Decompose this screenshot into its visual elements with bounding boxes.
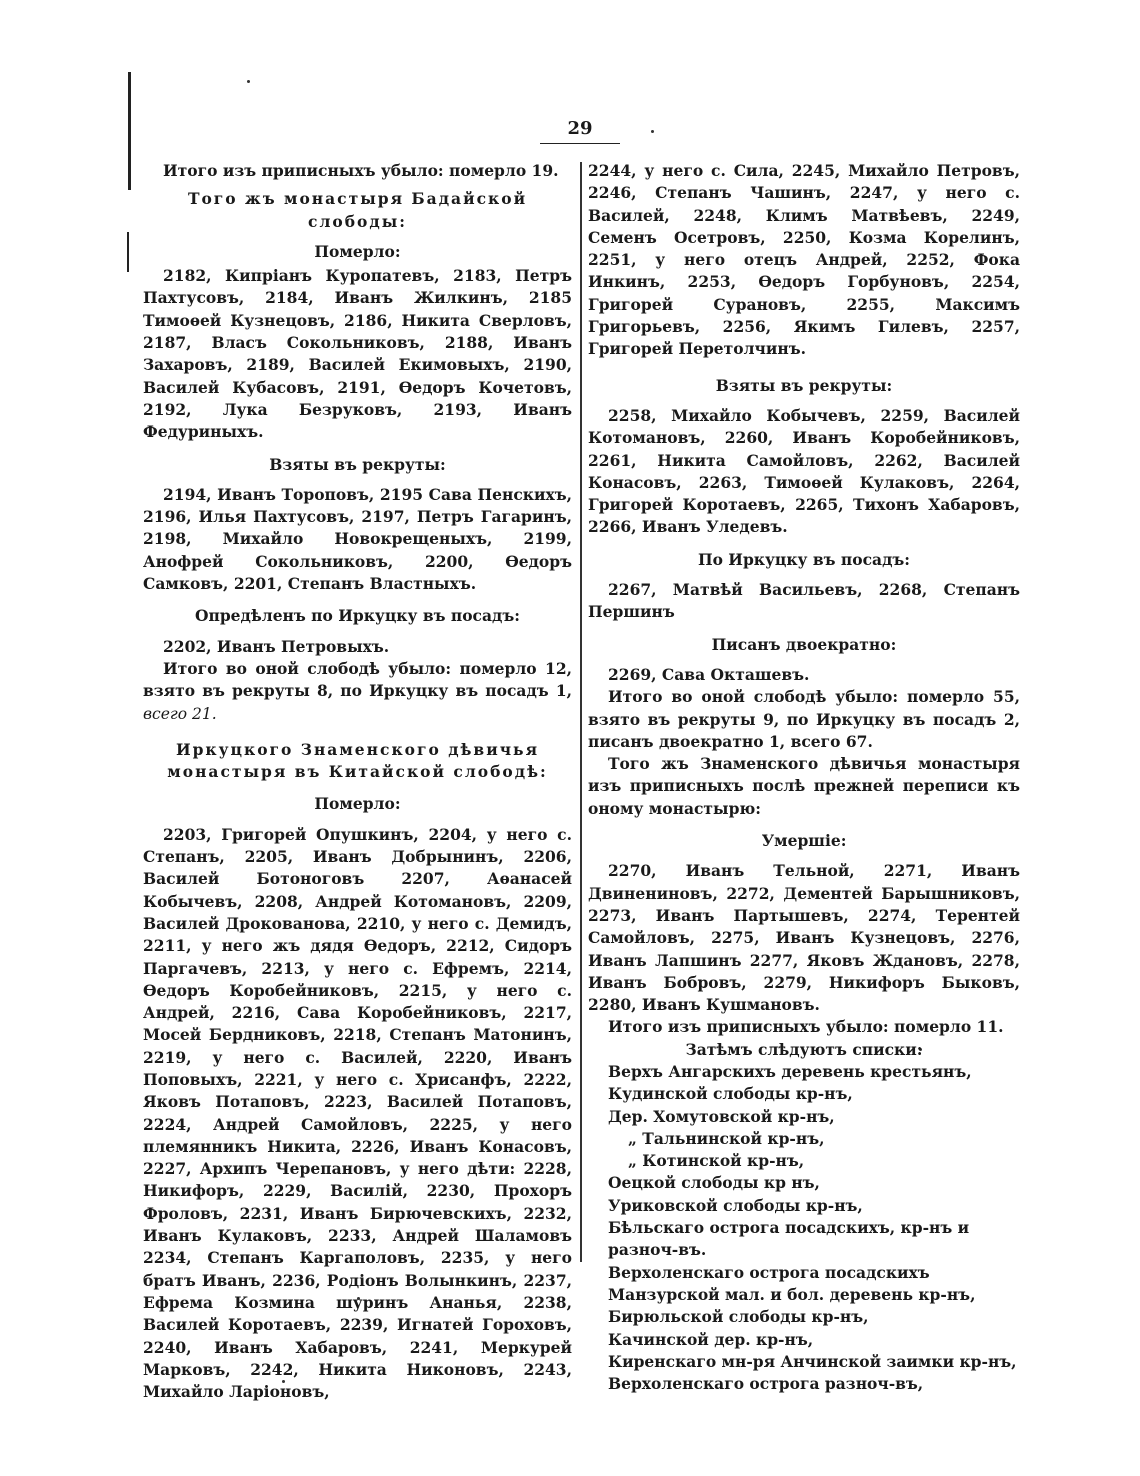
section-intro-paragraph: Того жъ Знаменского дѣвичья монастыря изъ приписныхъ послѣ прежней переписи къ оному монастырю: [588, 754, 1020, 818]
entry-paragraph: 2202, Иванъ Петровыхъ. [163, 636, 390, 656]
list-item: „ Котинской кр-нъ, [628, 1151, 805, 1171]
list-item: Бѣльскаго острога посадскихъ, кр-нъ и разноч-въ. [608, 1218, 970, 1260]
list-item: Верхоленскаго острога посадскихъ [608, 1262, 930, 1282]
subsection-heading: По Иркуцку въ посадъ: [697, 549, 911, 569]
summary-paragraph [143, 658, 572, 725]
list-item: Кудинской слободы кр-нъ, [608, 1084, 853, 1104]
subsection-heading: Умершіе: [761, 831, 847, 851]
page-number: 29 [540, 118, 620, 144]
entry-paragraph: 2203, Григорей Опушкинъ, 2204, у него с. Степанъ, 2205, Иванъ Добрынинъ, 2206, Василей Ботоноговъ 2207, Аѳанасей Кобычевъ, 2208, Андрей Котомановъ, 2209, Василей Дрокованова, 2210, у него с. Демидъ, 2211, у него жъ дядя Ѳедоръ, 2212, Сидоръ Паргачевъ, 2213, у него с. Ефремъ, 2214, Ѳедоръ Коробейниковъ, 2215, у него с. Андрей, 2216, Сава Коробейниковъ, 2217, Мосей Бердниковъ, 2218, Степанъ Матонинъ, 2219, у него с. Василей, 2220, Иванъ Поповыхъ, 2221, у него с. Хрисанфъ, 2222, Яковъ Потаповъ, 2223, Василей Потаповъ, 2224, Андрей Самойловъ, 2225, у него племянникъ Никита, 2226, Иванъ Конасовъ, 2227, Архипъ Черепановъ, у него дѣти: 2228, Никифоръ, 2229, Василій, 2230, Прохоръ Фроловъ, 2231, Иванъ Бирючевскихъ, 2232, Иванъ Кулаковъ, 2233, Андрей Шаламовъ 2234, Степанъ Каргаполовъ, 2235, у него братъ Иванъ, 2236, Родіонъ Волынкинъ, 2237, Ефрема Козмина шуринъ Ананья, 2238, Василей Коротаевъ, 2239, Игнатей Гороховъ, 2240, Иванъ Хабаровъ, 2241, Меркурей Марковъ, 2242, Никита Никоновъ, 2243, Михайло Ларіоновъ, [143, 824, 572, 1402]
list-item: Уриковской слободы кр-нъ, [608, 1195, 863, 1215]
entry-paragraph: 2244, у него с. Сила, 2245, Михайло Петровъ, 2246, Степанъ Чашинъ, 2247, у него с. Василей, 2248, Климъ Матвѣевъ, 2249, Семенъ Осетровъ, 2250, Козма Корелинъ, 2251, у него отецъ Андрей, 2252, Фока Инкинъ, 2253, Ѳедоръ Горбуновъ, 2254, Григорей Сурановъ, 2255, Максимъ Григорьевъ, 2256, Якимъ Гилевъ, 2257, Григорей Перетолчинъ. [588, 161, 1020, 359]
list-item: Дер. Хомутовской кр-нъ, [608, 1106, 835, 1126]
entry-paragraph: 2269, Сава Окташевъ. [608, 664, 810, 684]
margin-tick-mark [127, 232, 129, 272]
subsection-heading: Померло: [314, 794, 401, 814]
list-item: Киренскаго мн-ря Анчинской заимки кр-нъ, [608, 1351, 1017, 1371]
scan-speck [247, 80, 250, 83]
scan-speck [651, 130, 654, 133]
list-item: „ Тальнинской кр-нъ, [628, 1128, 825, 1148]
entry-paragraph: 2270, Иванъ Тельной, 2271, Иванъ Двинениновъ, 2272, Дементей Барышниковъ, 2273, Иванъ Партышевъ, 2274, Терентей Самойловъ, 2275, Иванъ Кузнецовъ, 2276, Иванъ Лапшинъ 2277, Яковъ Ждановъ, 2278, Иванъ Бобровъ, 2279, Никифоръ Быковъ, 2280, Иванъ Кушмановъ. [588, 861, 1020, 1015]
section-heading: Того жъ монастыря Бадайской слободы: [187, 189, 528, 231]
list-item: Манзурской мал. и бол. деревень кр-нъ, [608, 1284, 976, 1304]
lists-heading: Затѣмъ слѣдуютъ списки: [685, 1039, 923, 1059]
subsection-heading: Взяты въ рекруты: [269, 454, 446, 474]
subsection-heading: Померло: [314, 241, 401, 261]
entry-paragraph: 2194, Иванъ Тороповъ, 2195 Сава Пенскихъ, 2196, Илья Пахтусовъ, 2197, Петръ Гагаринъ, 2198, Михайло Новокрещеныхъ, 2199, Анофрей Сокольниковъ, 2200, Ѳедоръ Самковъ, 2201, Степанъ Властныхъ. [143, 484, 572, 594]
list-item: Верхоленскаго острога разноч-въ, [608, 1374, 924, 1394]
list-item: Верхъ Ангарскихъ деревень крестьянъ, [608, 1061, 972, 1081]
column-divider [580, 162, 582, 1262]
entry-paragraph: 2182, Кипріанъ Куропатевъ, 2183, Петръ Пахтусовъ, 2184, Иванъ Жилкинъ, 2185 Тимоѳей Кузнецовъ, 2186, Никита Сверловъ, 2187, Власъ Сокольниковъ, 2188, Иванъ Захаровъ, 2189, Василей Екимовыхъ, 2190, Василей Кубасовъ, 2191, Ѳедоръ Кочетовъ, 2192, Лука Безруковъ, 2193, Иванъ Федуриныхъ. [143, 266, 572, 442]
list-item: Бирюльской слободы кр-нъ, [608, 1307, 869, 1327]
list-item: Качинской дер. кр-нъ, [608, 1329, 814, 1349]
right-column [588, 160, 1020, 1395]
summary-text: Итого во оной слободѣ убыло: померло 12, взято въ рекруты 8, по Иркуцку въ посадъ 1, [143, 658, 572, 701]
summary-paragraph: Итого изъ приписныхъ убыло: померло 11. [608, 1017, 1004, 1037]
entry-paragraph: 2258, Михайло Кобычевъ, 2259, Василей Котомановъ, 2260, Иванъ Коробейниковъ, 2261, Никита Самойловъ, 2262, Василей Конасовъ, 2263, Тимоѳей Кулаковъ, 2264, Григорей Коротаевъ, 2265, Тихонъ Хабаровъ, 2266, Иванъ Уледевъ. [588, 405, 1020, 537]
subsection-heading: Опредѣленъ по Иркуцку въ посадъ: [194, 606, 520, 626]
summary-line: Итого изъ приписныхъ убыло: померло 19. [163, 161, 559, 180]
entry-paragraph: 2267, Матвѣй Васильевъ, 2268, Степанъ Першинъ [588, 580, 1020, 622]
subsection-heading: Писанъ двоекратно: [711, 634, 897, 654]
subsection-heading: Взяты въ рекруты: [715, 375, 893, 395]
summary-total: всего 21. [143, 704, 217, 723]
summary-paragraph: Итого во оной слободѣ убыло: померло 55, взято въ рекруты 9, по Иркуцку въ посадъ 2, писанъ двоекратно 1, всего 67. [588, 687, 1020, 751]
list-item: Оецкой слободы кр нъ, [608, 1173, 820, 1193]
section-heading: Иркуцкого Знаменского дѣвичья монастыря въ Китайской слободѣ: [167, 739, 548, 782]
left-column [143, 160, 572, 1403]
margin-line-mark [128, 72, 131, 190]
